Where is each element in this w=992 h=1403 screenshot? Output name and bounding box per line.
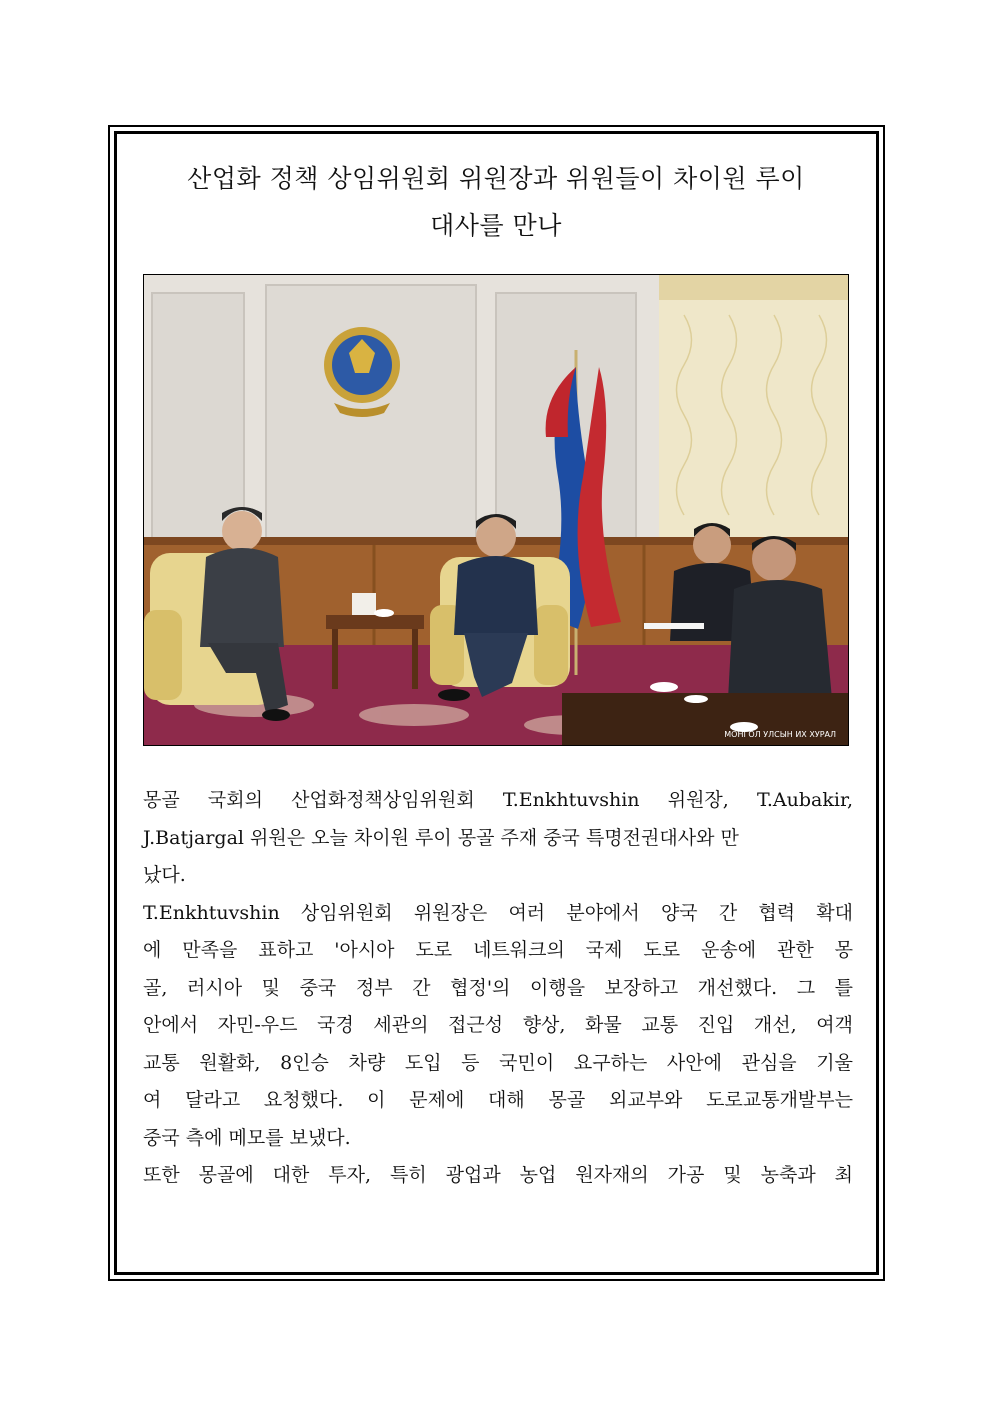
body-line: 안에서 자민-우드 국경 세관의 접근성 향상, 화물 교통 진입 개선, 여객 xyxy=(143,1014,853,1036)
body-line: 또한 몽골에 대한 투자, 특히 광업과 농업 원자재의 가공 및 농축과 최 xyxy=(143,1164,853,1186)
body-line: 교통 원활화, 8인승 차량 도입 등 국민이 요구하는 사안에 관심을 기울 xyxy=(143,1051,853,1074)
meeting-photo xyxy=(143,274,849,746)
body-line: 에 만족을 표하고 '아시아 도로 네트워크의 국제 도로 운송에 관한 몽 xyxy=(143,939,853,961)
body-line: 여 달라고 요청했다. 이 문제에 대해 몽골 외교부와 도로교통개발부는 xyxy=(143,1089,853,1111)
body-line: 골, 러시아 및 중국 정부 간 협정'의 이행을 보장하고 개선했다. 그 틀 xyxy=(143,976,853,999)
photo-watermark: МОНГОЛ УЛСЫН ИХ ХУРАЛ xyxy=(724,730,836,739)
body-line: J.Batjargal 위원은 오늘 차이원 루이 몽골 주재 중국 특명전권대사와 만 xyxy=(143,826,739,849)
body-line: T.Enkhtuvshin 상임위원회 위원장은 여러 분야에서 양국 간 협력 확대 xyxy=(143,901,853,924)
title-line-1: 산업화 정책 상임위원회 위원장과 위원들이 차이원 루이 xyxy=(187,164,805,193)
article-body xyxy=(143,782,853,1195)
article-title xyxy=(130,155,862,249)
body-line: 났다. xyxy=(143,864,186,886)
body-line: 중국 측에 메모를 보냈다. xyxy=(143,1126,351,1149)
body-line: 몽골 국회의 산업화정책상임위원회 T.Enkhtuvshin 위원장, T.Aubakir, xyxy=(143,789,853,811)
title-line-2: 대사를 만나 xyxy=(430,211,562,240)
